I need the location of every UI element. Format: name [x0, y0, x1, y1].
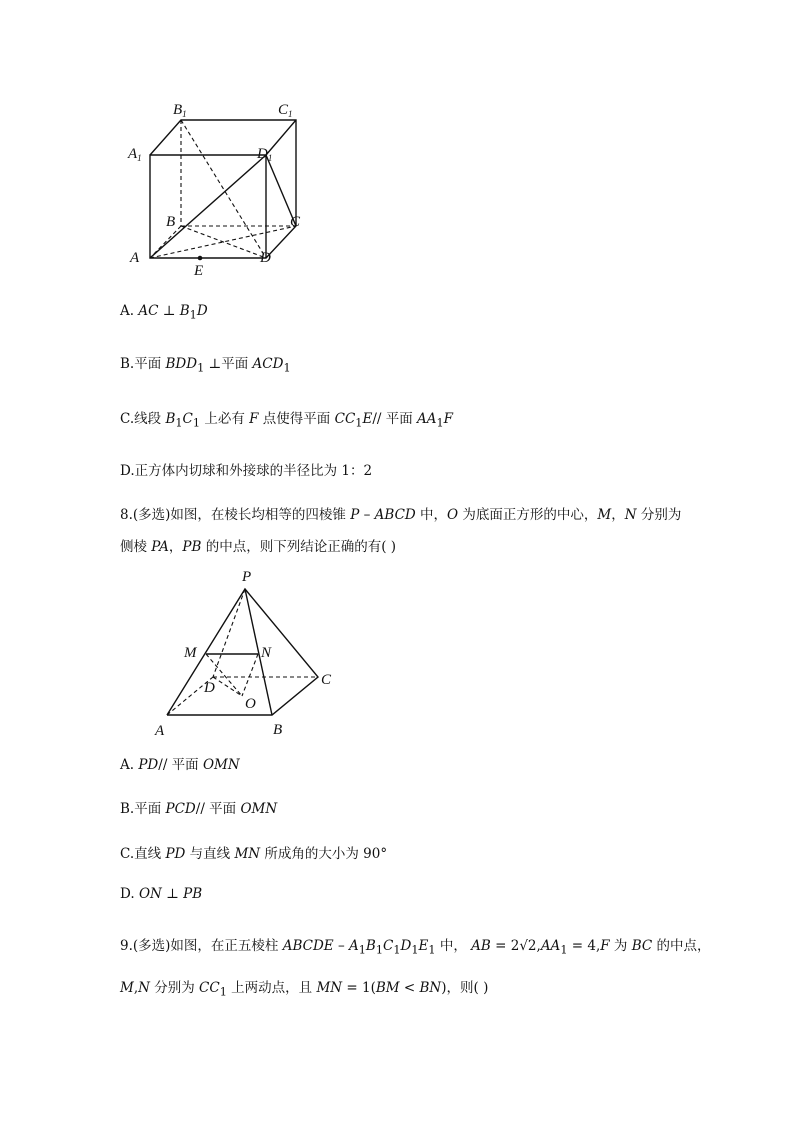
q7-option-c: C.线段 $B_1C_1$ 上必有 F 点使得平面 $CC_1E//$ 平面 $AA_1F$ — [120, 411, 454, 430]
q8-option-d: D. ON ⊥ PB — [120, 886, 203, 902]
diagonal-BD — [181, 226, 266, 258]
label-C1: $C_1$ — [278, 102, 293, 119]
label-E: E — [194, 263, 204, 279]
label-C: C — [290, 214, 301, 230]
label-B1: $B_1$ — [173, 102, 187, 119]
label-N: N — [261, 645, 272, 661]
diagonal-B1D — [181, 120, 266, 258]
q8-option-c: C.直线 PD 与直线 MN 所成角的大小为 90° — [120, 846, 388, 862]
point-E — [198, 256, 203, 261]
q7-option-a: A. AC ⊥ $B_1D$ — [120, 303, 208, 322]
label-A: A — [155, 723, 165, 739]
label-P: P — [242, 569, 252, 585]
label-C: C — [321, 672, 332, 688]
q8-option-b: B.平面 PCD// 平面 OMN — [120, 801, 278, 817]
label-A1: $A_1$ — [128, 146, 142, 163]
label-M: M — [184, 645, 197, 661]
q8-stem-line2: 侧棱 PA，PB 的中点，则下列结论正确的有( ) — [120, 539, 397, 555]
q7-option-b: B.平面 $BDD_1$ ⊥平面 $ACD_1$ — [120, 356, 291, 375]
pyramid-figure — [150, 562, 350, 742]
label-A: A — [130, 250, 140, 266]
cube-figure — [118, 92, 318, 282]
label-D1: $D_1$ — [257, 146, 273, 163]
q8-option-a: A. PD// 平面 OMN — [120, 757, 240, 773]
q9-stem-line1: 9.(多选)如图，在正五棱柱 ABCDE – $A_1B_1C_1D_1E_1$ 中， AB = $2√2,AA_1 = 4,F$ 为 BC 的中点， — [120, 938, 711, 957]
q8-stem-line1: 8.(多选)如图，在棱长均相等的四棱锥 P – ABCD 中，O 为底面正方形的中心，M，N 分别为 — [120, 507, 682, 523]
label-D: D — [260, 250, 271, 266]
q7-option-d: D.正方体内切球和外接球的半径比为 1：2 — [120, 463, 373, 479]
label-D: D — [204, 680, 215, 696]
q9-stem-line2: M,N 分别为 $CC_1$ 上两动点，且 MN = 1(BM < BN)，则( ) — [120, 980, 489, 999]
label-O: O — [245, 696, 256, 712]
diagonal-AD1 — [150, 155, 266, 258]
label-B: B — [166, 214, 176, 230]
label-B: B — [273, 722, 283, 738]
